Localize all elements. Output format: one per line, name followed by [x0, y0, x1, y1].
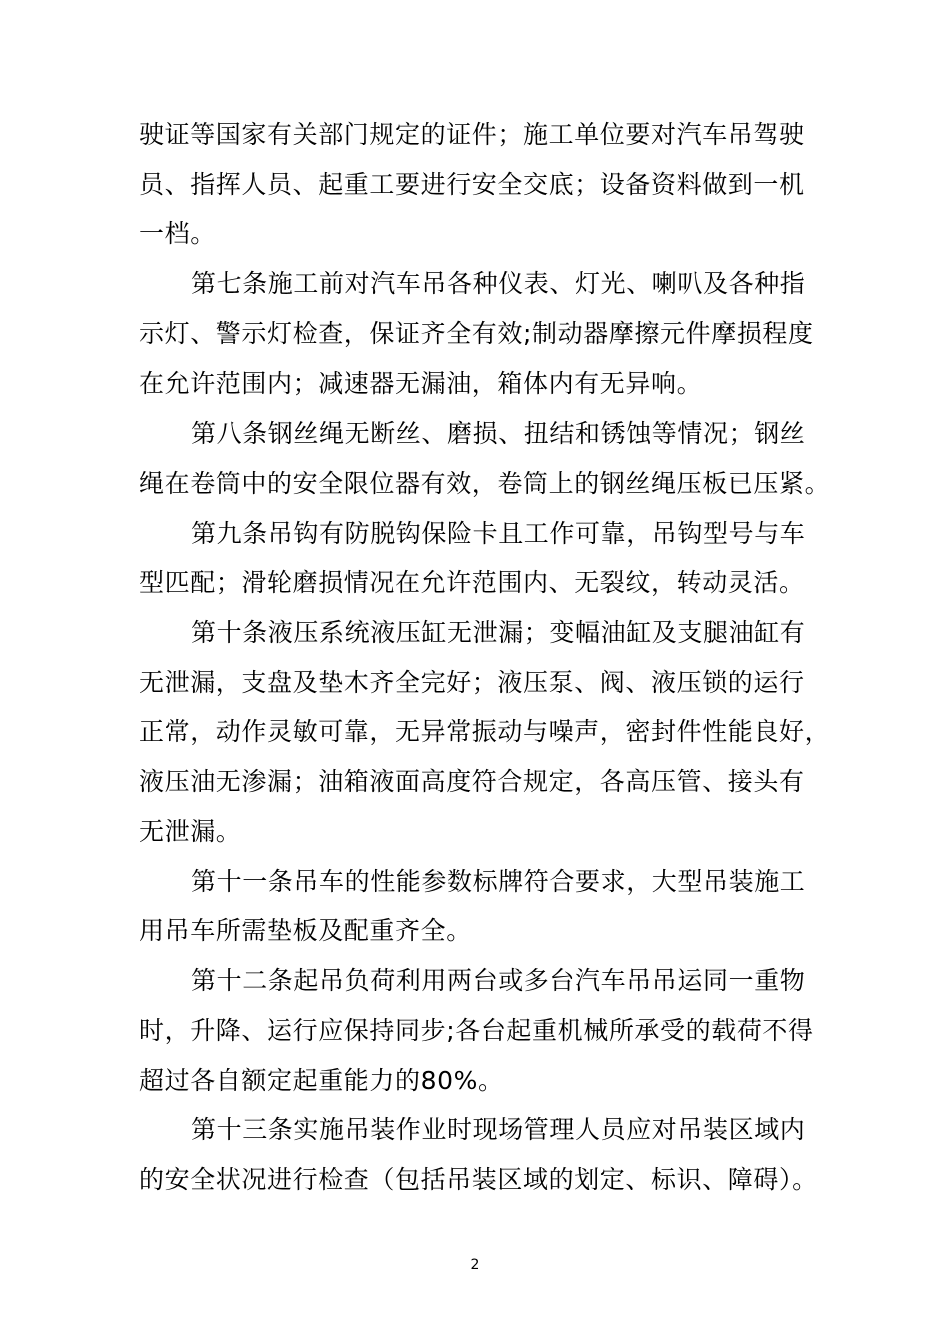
- text-line: 液压油无渗漏；油箱液面高度符合规定，各高压管、接头有: [139, 767, 805, 796]
- text-line: 正常，动作灵敏可靠，无异常振动与噪声，密封件性能良好，: [139, 717, 831, 746]
- paragraph-start-line: 第十一条吊车的性能参数标牌符合要求，大型吊装施工: [191, 867, 806, 896]
- text-line: 在允许范围内；减速器无漏油，箱体内有无异响。: [139, 369, 703, 398]
- paragraph-start-line: 第十条液压系统液压缸无泄漏；变幅油缸及支腿油缸有: [191, 618, 806, 647]
- text-line: 员、指挥人员、起重工要进行安全交底；设备资料做到一机: [139, 170, 805, 199]
- text-line: 无泄漏，支盘及垫木齐全完好；液压泵、阀、液压锁的运行: [139, 668, 805, 697]
- text-line: 用吊车所需垫板及配重齐全。: [139, 916, 472, 945]
- paragraph-start-line: 第九条吊钩有防脱钩保险卡且工作可靠，吊钩型号与车: [191, 519, 806, 548]
- paragraph-start-line: 第十二条起吊负荷利用两台或多台汽车吊吊运同一重物: [191, 966, 806, 995]
- text-line: 绳在卷筒中的安全限位器有效，卷筒上的钢丝绳压板已压紧。: [139, 469, 831, 498]
- paragraph-start-line: 第八条钢丝绳无断丝、磨损、扭结和锈蚀等情况；钢丝: [191, 419, 806, 448]
- text-line: 一档。: [139, 219, 216, 248]
- text-line: 驶证等国家有关部门规定的证件；施工单位要对汽车吊驾驶: [139, 120, 805, 149]
- page-number: 2: [470, 1257, 480, 1273]
- paragraph-start-line: 第七条施工前对汽车吊各种仪表、灯光、喇叭及各种指: [191, 269, 806, 298]
- text-line: 示灯、警示灯检查，保证齐全有效;制动器摩擦元件摩损程度: [139, 319, 814, 348]
- text-line: 无泄漏。: [139, 817, 242, 846]
- text-line: 的安全状况进行检查（包括吊装区域的划定、标识、障碍）。: [139, 1165, 818, 1194]
- text-line: 时，升降、运行应保持同步;各台起重机械所承受的载荷不得: [139, 1016, 814, 1045]
- text-line: 超过各自额定起重能力的80%。: [139, 1066, 504, 1095]
- paragraph-start-line: 第十三条实施吊装作业时现场管理人员应对吊装区域内: [191, 1115, 806, 1144]
- text-line: 型匹配；滑轮磨损情况在允许范围内、无裂纹，转动灵活。: [139, 568, 805, 597]
